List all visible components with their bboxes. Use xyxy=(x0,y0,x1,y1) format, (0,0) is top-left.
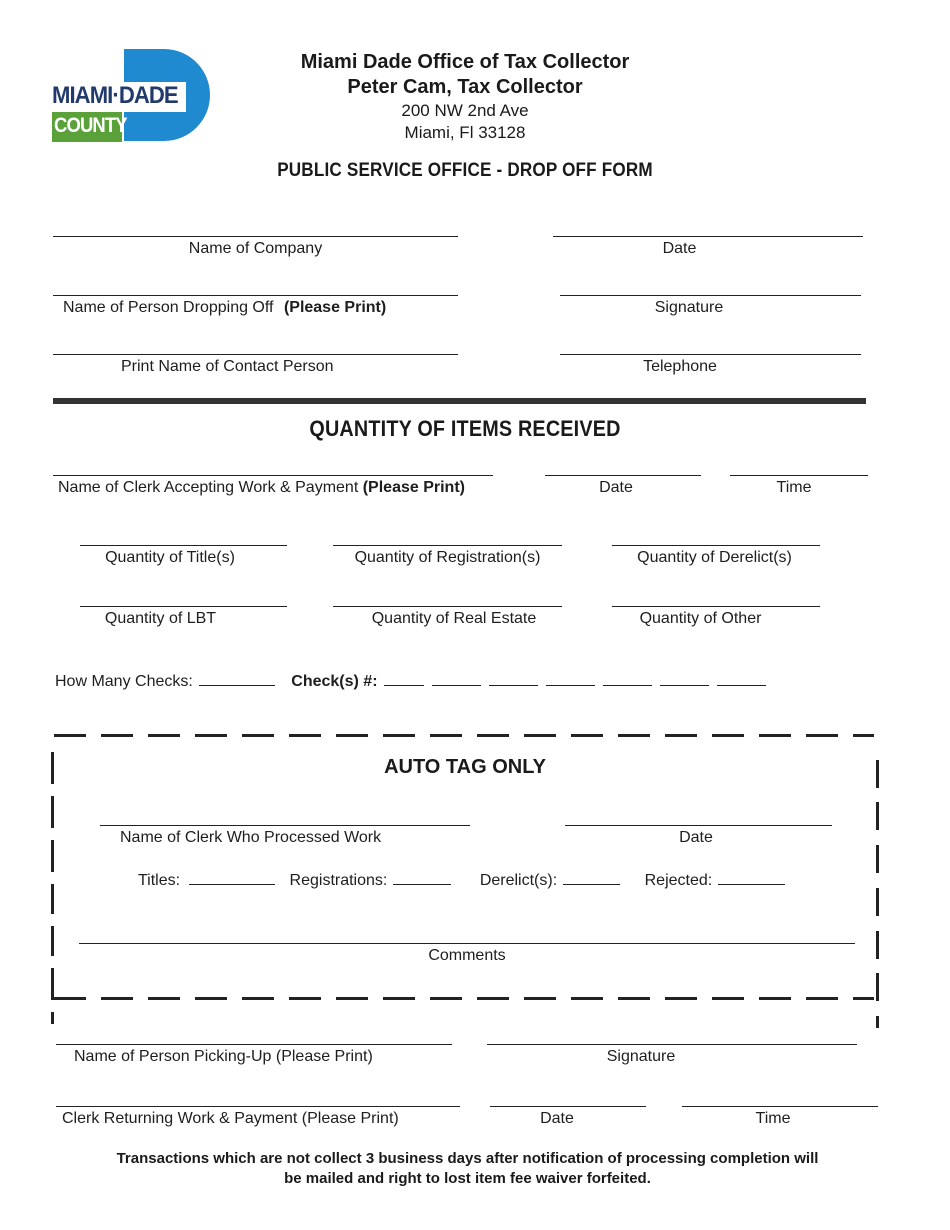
check-number-blank-6[interactable] xyxy=(660,671,709,686)
picking-up-line[interactable] xyxy=(56,1044,452,1045)
collection-notice xyxy=(30,1149,905,1189)
company-label: Name of Company xyxy=(188,240,323,257)
registrations-qty-label: Quantity of Registration(s) xyxy=(354,549,541,566)
picking-up-label: Name of Person Picking-Up (Please Print) xyxy=(74,1048,373,1065)
bottom-time-line[interactable] xyxy=(682,1106,878,1107)
person-dropping-line[interactable] xyxy=(53,295,458,296)
check-number-blank-3[interactable] xyxy=(489,671,538,686)
clerk-returning-label: Clerk Returning Work & Payment (Please Print) xyxy=(62,1110,399,1127)
contact-line[interactable] xyxy=(53,354,458,355)
please-print-bold: (Please Print) xyxy=(283,299,387,316)
titles-count-blank[interactable] xyxy=(189,870,275,885)
bottom-signature-label: Signature xyxy=(606,1048,676,1065)
qty-date-label: Date xyxy=(599,479,633,496)
auto-tag-counts-row xyxy=(138,870,785,890)
contact-label: Print Name of Contact Person xyxy=(121,358,334,375)
signature-label: Signature xyxy=(654,299,724,316)
other-qty-label: Quantity of Other xyxy=(639,610,762,627)
notice-line-2: be mailed and right to lost item fee waiver forfeited. xyxy=(284,1170,651,1187)
auto-tag-date-line[interactable] xyxy=(565,825,832,826)
notice-line-1: Transactions which are not collect 3 business days after notification of processing completion will xyxy=(116,1150,819,1167)
registrations-count-blank[interactable] xyxy=(393,870,451,885)
section-divider xyxy=(53,398,866,404)
clerk-returning-line[interactable] xyxy=(56,1106,460,1107)
clerk-accepting-text: Name of Clerk Accepting Work & Payment xyxy=(58,479,359,496)
bottom-time-label: Time xyxy=(755,1110,791,1127)
qty-time-label: Time xyxy=(776,479,812,496)
clerk-processed-label: Name of Clerk Who Processed Work xyxy=(120,829,382,846)
check-numbers-label: Check(s) #: xyxy=(291,673,378,690)
check-number-blank-4[interactable] xyxy=(546,671,595,686)
checks-row xyxy=(55,671,766,691)
qty-time-line[interactable] xyxy=(730,475,868,476)
derelict-qty-label: Quantity of Derelict(s) xyxy=(637,549,792,566)
how-many-checks-label: How Many Checks: xyxy=(55,673,193,690)
telephone-line[interactable] xyxy=(560,354,861,355)
registrations-qty-line[interactable] xyxy=(333,545,562,546)
form-title: PUBLIC SERVICE OFFICE - DROP OFF FORM xyxy=(277,160,653,181)
check-number-blank-2[interactable] xyxy=(432,671,481,686)
logo-text-miami-dade: MIAMI·DADE xyxy=(52,82,178,109)
rejected-count-label: Rejected: xyxy=(644,872,713,889)
telephone-label: Telephone xyxy=(643,358,717,375)
address-line-2: Miami, Fl 33128 xyxy=(404,123,526,142)
qty-date-line[interactable] xyxy=(545,475,701,476)
date-label: Date xyxy=(662,240,697,257)
auto-tag-title: AUTO TAG ONLY xyxy=(384,756,546,778)
derelicts-count-label: Derelict(s): xyxy=(479,872,558,889)
date-line[interactable] xyxy=(553,236,863,237)
check-number-blank-7[interactable] xyxy=(717,671,766,686)
comments-line[interactable] xyxy=(79,943,855,944)
real-estate-qty-label: Quantity of Real Estate xyxy=(371,610,537,627)
address-line-1: 200 NW 2nd Ave xyxy=(401,101,529,120)
auto-tag-border-top xyxy=(54,734,874,737)
how-many-checks-blank[interactable] xyxy=(199,671,275,686)
person-dropping-text: Name of Person Dropping Off xyxy=(63,299,274,316)
clerk-accepting-label xyxy=(58,479,465,497)
logo-text-county: COUNTY xyxy=(54,114,127,137)
other-qty-line[interactable] xyxy=(612,606,820,607)
quantity-title: QUANTITY OF ITEMS RECEIVED xyxy=(309,416,621,441)
check-number-blank-1[interactable] xyxy=(384,671,424,686)
auto-tag-date-label: Date xyxy=(679,829,713,846)
lbt-qty-label: Quantity of LBT xyxy=(104,610,217,627)
titles-count-label: Titles: xyxy=(138,872,181,889)
bottom-date-line[interactable] xyxy=(490,1106,646,1107)
company-line[interactable] xyxy=(53,236,458,237)
real-estate-qty-line[interactable] xyxy=(333,606,562,607)
tax-collector-name: Peter Cam, Tax Collector xyxy=(347,76,583,98)
person-dropping-label xyxy=(63,299,386,317)
clerk-processed-line[interactable] xyxy=(100,825,470,826)
bottom-signature-line[interactable] xyxy=(487,1044,857,1045)
office-name: Miami Dade Office of Tax Collector xyxy=(300,51,630,73)
auto-tag-border-bottom xyxy=(54,997,874,1000)
titles-qty-label: Quantity of Title(s) xyxy=(105,549,235,566)
signature-line[interactable] xyxy=(560,295,861,296)
comments-label: Comments xyxy=(428,947,506,964)
rejected-count-blank[interactable] xyxy=(718,870,785,885)
clerk-accepting-line[interactable] xyxy=(53,475,493,476)
derelicts-count-blank[interactable] xyxy=(563,870,620,885)
titles-qty-line[interactable] xyxy=(80,545,287,546)
bottom-date-label: Date xyxy=(540,1110,574,1127)
derelict-qty-line[interactable] xyxy=(612,545,820,546)
lbt-qty-line[interactable] xyxy=(80,606,287,607)
check-number-blank-5[interactable] xyxy=(603,671,652,686)
registrations-count-label: Registrations: xyxy=(289,872,388,889)
clerk-please-print: (Please Print) xyxy=(362,479,465,496)
